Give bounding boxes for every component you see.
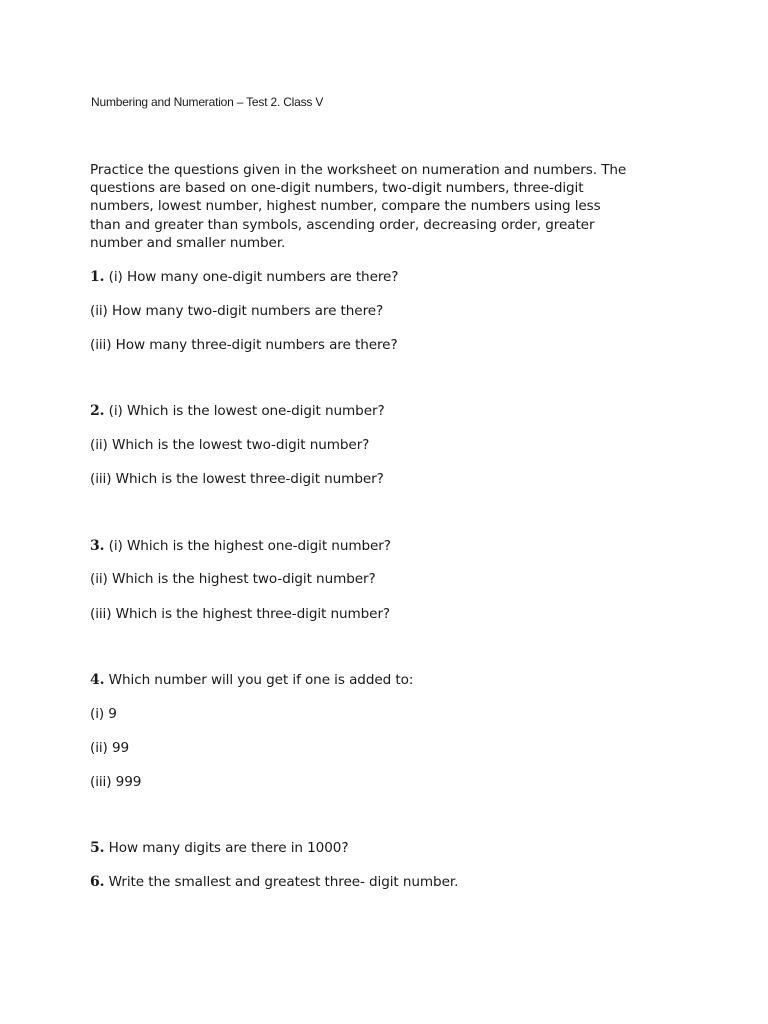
- question-4-part-i: (i) 9: [90, 706, 117, 722]
- question-2-part-iii: (iii) Which is the lowest three-digit number?: [90, 471, 384, 487]
- question-1: [90, 268, 398, 286]
- question-text: (i) Which is the lowest one-digit number?: [108, 403, 385, 419]
- question-text: (i) How many one-digit numbers are there?: [108, 269, 399, 285]
- question-number: 2.: [90, 403, 105, 419]
- intro-line: Practice the questions given in the worksheet on numeration and numbers. The: [90, 162, 627, 178]
- question-3-part-ii: (ii) Which is the highest two-digit number?: [90, 571, 376, 587]
- question-number: 5.: [90, 840, 105, 856]
- question-3: [90, 537, 391, 555]
- question-4: [90, 671, 413, 689]
- question-2: [90, 402, 385, 420]
- intro-line: number and smaller number.: [90, 234, 286, 251]
- intro-line: numbers, lowest number, highest number, compare the numbers using less: [90, 198, 601, 215]
- question-2-part-ii: (ii) Which is the lowest two-digit number?: [90, 437, 370, 453]
- question-5: [90, 839, 348, 857]
- intro-line: questions are based on one-digit numbers, two-digit numbers, three-digit: [90, 180, 584, 197]
- question-text: Which number will you get if one is added to:: [108, 672, 414, 688]
- question-3-part-iii: (iii) Which is the highest three-digit number?: [90, 606, 391, 622]
- question-number: 1.: [90, 269, 105, 285]
- intro-paragraph: [90, 161, 690, 252]
- question-4-part-iii: (iii) 999: [90, 774, 142, 790]
- question-text: (i) Which is the highest one-digit number?: [108, 538, 391, 554]
- intro-line: than and greater than symbols, ascending order, decreasing order, greater: [90, 216, 595, 233]
- question-text: How many digits are there in 1000?: [108, 840, 349, 856]
- question-number: 4.: [90, 672, 105, 688]
- question-1-part-ii: (ii) How many two-digit numbers are there?: [90, 303, 384, 319]
- question-1-part-iii: (iii) How many three-digit numbers are there?: [90, 337, 398, 353]
- question-number: 6.: [90, 874, 105, 890]
- question-number: 3.: [90, 538, 105, 554]
- question-text: Write the smallest and greatest three- digit number.: [108, 874, 459, 890]
- question-6: [90, 873, 458, 891]
- question-4-part-ii: (ii) 99: [90, 740, 130, 756]
- document-title: Numbering and Numeration – Test 2. Class V: [91, 95, 324, 109]
